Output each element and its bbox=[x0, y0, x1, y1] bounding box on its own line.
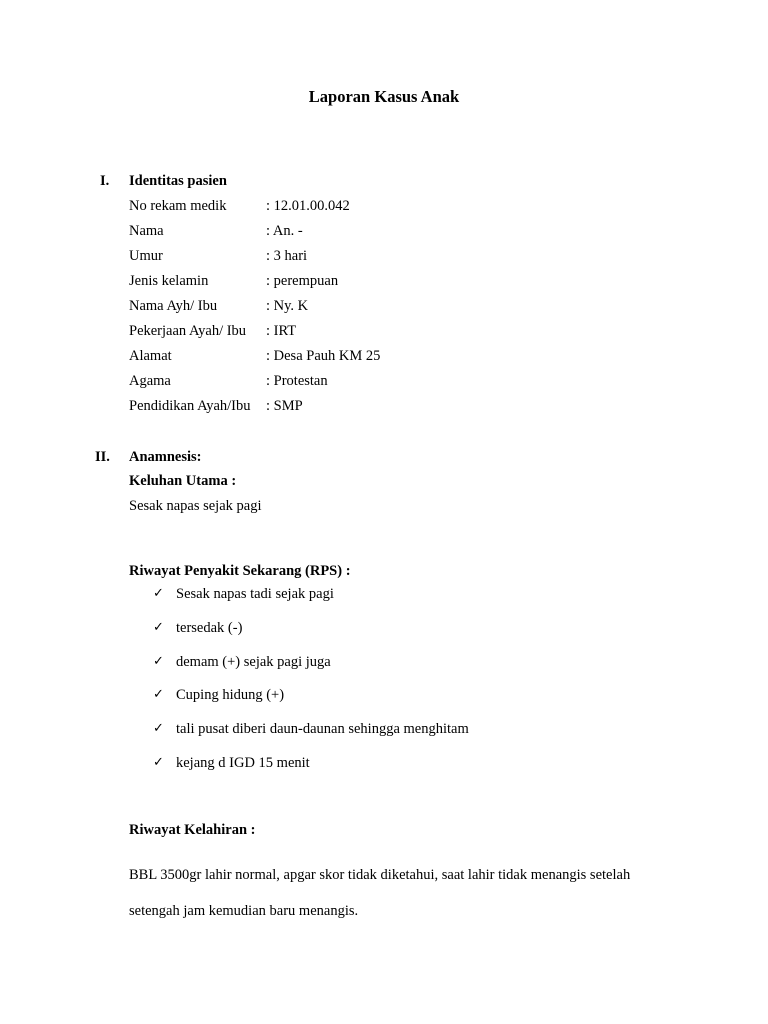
field-label: Jenis kelamin bbox=[129, 273, 209, 289]
field-value: : perempuan bbox=[266, 273, 339, 289]
section-1-heading: Identitas pasien bbox=[129, 173, 227, 189]
field-value: : Desa Pauh KM 25 bbox=[266, 348, 381, 364]
page-title: Laporan Kasus Anak bbox=[308, 87, 460, 106]
section-2-numeral: II. bbox=[95, 449, 110, 465]
rps-item: kejang d IGD 15 menit bbox=[176, 755, 310, 771]
field-value: : Ny. K bbox=[266, 298, 309, 314]
section-2-heading: Anamnesis: bbox=[129, 449, 202, 465]
field-value: : 3 hari bbox=[266, 248, 308, 264]
field-label: Pekerjaan Ayah/ Ibu bbox=[129, 323, 247, 339]
checkmark-icon: ✓ bbox=[153, 654, 164, 669]
kelahiran-paragraph-line: BBL 3500gr lahir normal, apgar skor tidak diketahui, saat lahir tidak menangis setelah bbox=[129, 867, 631, 883]
field-label: Alamat bbox=[129, 348, 172, 364]
keluhan-utama-heading: Keluhan Utama : bbox=[129, 473, 237, 489]
rps-item: Cuping hidung (+) bbox=[176, 687, 285, 703]
rps-item: demam (+) sejak pagi juga bbox=[176, 654, 331, 670]
field-label: No rekam medik bbox=[129, 198, 227, 214]
rps-item: Sesak napas tadi sejak pagi bbox=[176, 586, 334, 602]
checkmark-icon: ✓ bbox=[153, 586, 164, 601]
riwayat-kelahiran-heading: Riwayat Kelahiran : bbox=[129, 822, 256, 838]
rps-item: tersedak (-) bbox=[176, 620, 243, 636]
section-1-numeral: I. bbox=[100, 173, 110, 189]
field-label: Nama Ayh/ Ibu bbox=[129, 298, 218, 314]
field-value: : 12.01.00.042 bbox=[266, 198, 350, 214]
field-label: Agama bbox=[129, 373, 171, 389]
kelahiran-paragraph-line: setengah jam kemudian baru menangis. bbox=[129, 903, 359, 919]
checkmark-icon: ✓ bbox=[153, 620, 164, 635]
checkmark-icon: ✓ bbox=[153, 721, 164, 736]
field-label: Umur bbox=[129, 248, 163, 264]
checkmark-icon: ✓ bbox=[153, 755, 164, 770]
field-label: Pendidikan Ayah/Ibu bbox=[129, 398, 251, 414]
checkmark-icon: ✓ bbox=[153, 687, 164, 702]
field-value: : Protestan bbox=[266, 373, 328, 389]
field-value: : SMP bbox=[266, 398, 303, 414]
field-label: Nama bbox=[129, 223, 164, 239]
rps-item: tali pusat diberi daun-daunan sehingga menghitam bbox=[176, 721, 469, 737]
rps-heading: Riwayat Penyakit Sekarang (RPS) : bbox=[129, 563, 351, 579]
keluhan-utama-text: Sesak napas sejak pagi bbox=[129, 498, 262, 514]
field-value: : An. - bbox=[266, 223, 303, 239]
field-value: : IRT bbox=[266, 323, 297, 339]
